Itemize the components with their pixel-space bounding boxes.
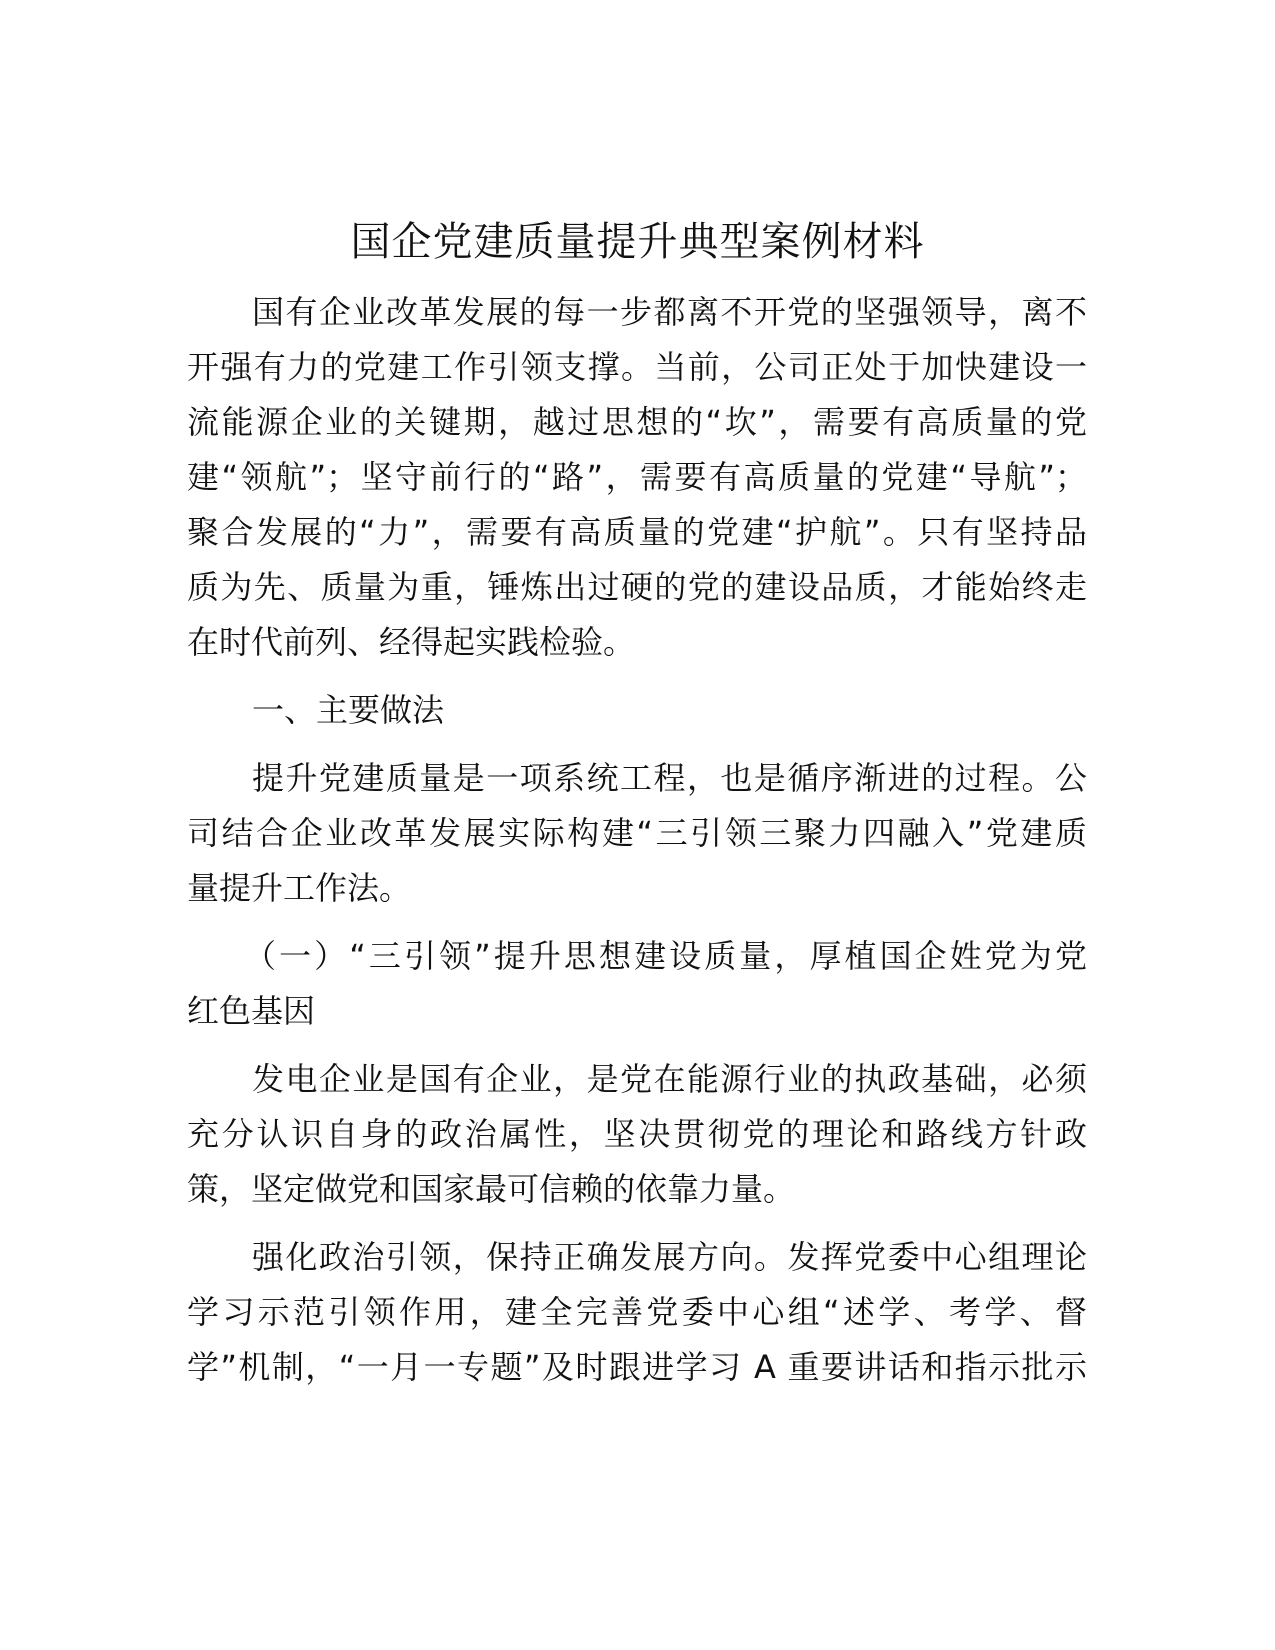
text-line: 量提升工作法。 [187,869,412,907]
section-heading: 一、主要做法 [252,691,445,729]
subsection-heading: （一）“三引领”提升思想建设质量，厚植国企姓党为党 [244,937,1087,975]
text-line: 聚合发展的“力”，需要有高质量的党建“护航”。只有坚持品 [187,513,1087,551]
text-line: 充分认识自身的政治属性，坚决贯彻党的理论和路线方针政 [187,1115,1087,1153]
text-line: 学”机制，“一月一专题”及时跟进学习 A 重要讲话和指示批示 [187,1348,1087,1386]
text-line: 质为先、质量为重，锤炼出过硬的党的建设品质，才能始终走 [187,568,1087,606]
text-line: 策，坚定做党和国家最可信赖的依靠力量。 [187,1170,796,1208]
document-title: 国企党建质量提升典型案例材料 [350,219,925,265]
text-line: 国有企业改革发展的每一步都离不开党的坚强领导，离不 [252,293,1087,331]
text-line: 流能源企业的关键期，越过思想的“坎”，需要有高质量的党 [187,403,1087,441]
text-line: 在时代前列、经得起实践检验。 [187,623,636,661]
text-line: 学习示范引领作用，建全完善党委中心组“述学、考学、督 [187,1293,1087,1331]
subsection-heading-continued: 红色基因 [187,992,316,1030]
text-line: 发电企业是国有企业，是党在能源行业的执政基础，必须 [252,1060,1087,1098]
text-line: 强化政治引领，保持正确发展方向。发挥党委中心组理论 [252,1238,1087,1276]
text-line: 司结合企业改革发展实际构建“三引领三聚力四融入”党建质 [187,814,1087,852]
text-line: 提升党建质量是一项系统工程，也是循序渐进的过程。公 [252,759,1087,797]
text-line: 开强有力的党建工作引领支撑。当前，公司正处于加快建设一 [187,348,1087,386]
text-line: 建“领航”；坚守前行的“路”，需要有高质量的党建“导航”； [187,458,1087,496]
